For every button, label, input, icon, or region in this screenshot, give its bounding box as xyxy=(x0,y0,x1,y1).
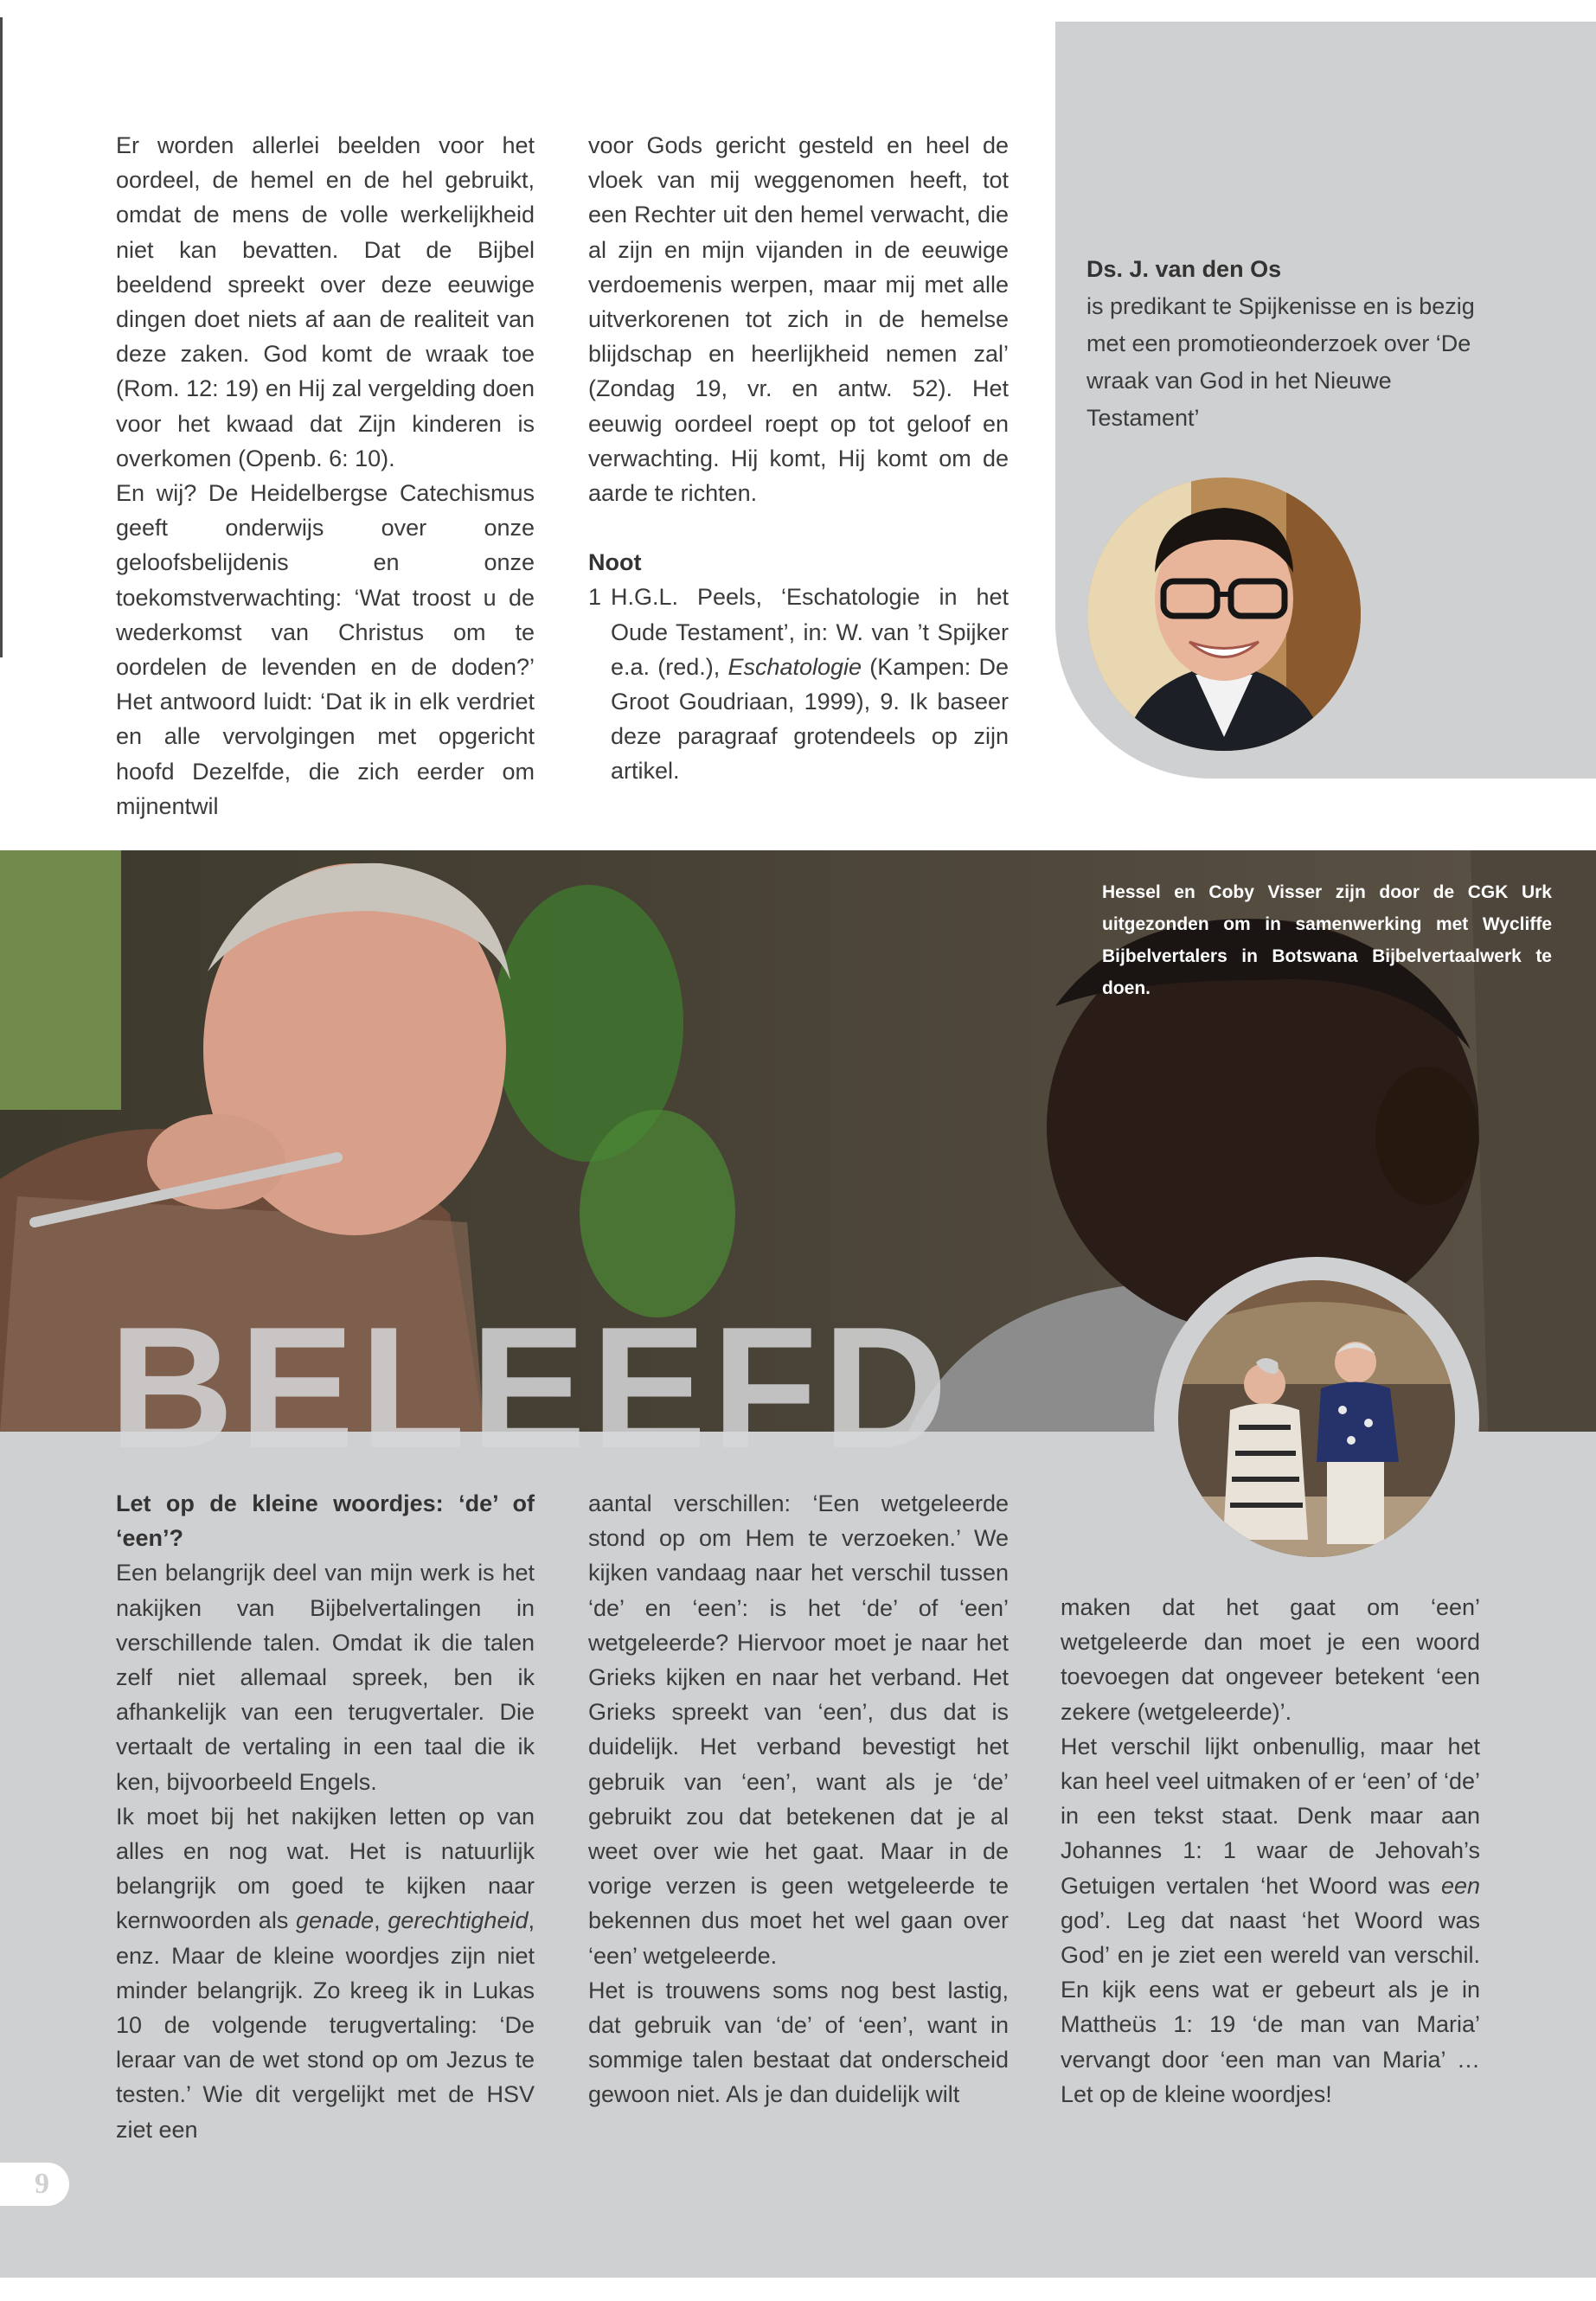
emphasis: een xyxy=(1440,1872,1480,1899)
paragraph: Een belangrijk deel van mijn werk is het nakijken van Bijbelvertalingen in verschillende talen. Omdat ik die talen zelf niet allemaal spreek, ben ik afhankelijk van een terugvertaler. Die vertaalt de vertaling in een taal die ik ken, bijvoorbeeld Engels. xyxy=(116,1560,535,1795)
paragraph: aantal verschillen: ‘Een wetgeleerde stond op om Hem te verzoeken.’ We kijken vandaag naar het verschil tussen ‘de’ en ‘een’: is het ‘de’ of ‘een’ wetgeleerde? Hiervoor moet je naar het Grieks kijken en naar het verband. Het Grieks spreekt van ‘een’, dus dat is duidelijk. Het verband bevestigt het gebruik van ‘een’, want als je ‘de’ gebruikt zou dat betekenen dat je al weet over wie het gaat. Maar in de vorige verzen is geen wetgeleerde te bekennen dus moet het wel gaan over ‘een’ wetgeleerde. xyxy=(588,1490,1009,1969)
paragraph: maken dat het gaat om ‘een’ wetgeleerde dan moet je een woord toevoegen dat ongeveer betekent ‘een zekere (wetgeleerde)’. xyxy=(1061,1594,1480,1725)
article-column-2 xyxy=(588,128,1009,789)
article-column-1 xyxy=(116,128,535,824)
paragraph: Het is trouwens soms nog best lastig, dat gebruik van ‘de’ of ‘een’, want in sommige talen bestaat dat onderscheid gewoon niet. Als je dan duidelijk wilt xyxy=(588,1977,1009,2108)
author-portrait-image xyxy=(1087,478,1361,751)
paragraph: voor Gods gericht gesteld en heel de vloek van mij weggenomen heeft, tot een Rechter uit den hemel verwacht, die al zijn en mijn vijanden in de eeuwige verdoemenis werpen, maar mij met alle uitverkorenen tot zich in de hemelse blijdschap en heerlijkheid nemen zal’ (Zondag 19, vr. en antw. 52). Het eeuwig oordeel roept op tot geloof en verwachting. Hij komt, Hij komt om de aarde te richten. xyxy=(588,132,1009,507)
paragraph xyxy=(1061,1729,1480,2112)
note-heading: Noot xyxy=(588,549,642,576)
text-run: Het verschil lijkt onbenullig, maar het kan heel veel uitmaken of er ‘een’ of ‘de’ in een tekst staat. Denk maar aan Johannes 1: 1 waar de Jehovah’s Getuigen vertalen ‘het Woord was xyxy=(1061,1733,1480,1899)
footnote-text: H.G.L. Peels, ‘Eschatologie in het Oude Testament’, in: W. van ’t Spijker e.a. (red.), xyxy=(611,584,1009,680)
text-run: , xyxy=(374,1907,388,1934)
text-run: , enz. Maar de kleine woordjes zijn niet minder belangrijk. Zo kreeg ik in Lukas 10 de volgende terugvertaling: ‘De leraar van de wet stond op om Jezus te testen.’ Wie dit vergelijkt met de HSV ziet een xyxy=(116,1907,535,2143)
footnote-book-title: Eschatologie xyxy=(727,653,862,680)
footnote-number: 1 xyxy=(588,584,602,611)
paragraph xyxy=(116,1799,535,2147)
emphasis: genade xyxy=(296,1907,375,1934)
text-run: god’. Leg dat naast ‘het Woord was God’ en je ziet een wereld van verschil. En kijk eens wat er gebeurt als je in Mattheüs 1: 19 ‘de man van Maria’ vervangt door ‘een man van Maria’ … Let op de kleine woordjes! xyxy=(1061,1907,1480,2107)
paragraph: En wij? De Heidelbergse Catechismus geeft onderwijs over onze geloofsbelijdenis en onze toekomstverwachting: ‘Wat troost u de wederkomst van Christus om te oordelen de levenden en de doden?’ Het antwoord luidt: ‘Dat ik in elk verdriet en alle vervolgingen met opgericht hoofd Dezelfde, die zich eerder om mijnentwil xyxy=(116,480,535,819)
author-description: is predikant te Spijkenisse en is bezig met een promotieonderzoek over ‘De wraak van God in het Nieuwe Testament’ xyxy=(1086,293,1475,431)
author-name: Ds. J. van den Os xyxy=(1086,256,1282,282)
article-column-1 xyxy=(116,1486,535,2147)
footnote xyxy=(588,580,1009,788)
text-run: Ik moet bij het nakijken letten op van alles en nog wat. Het is natuurlijk belangrijk om goed te kijken naar kernwoorden als xyxy=(116,1803,535,1934)
couple-photo xyxy=(1178,1280,1455,1557)
page-edge-mark xyxy=(0,17,3,657)
article-heading: Let op de kleine woordjes: ‘de’ of ‘een’? xyxy=(116,1490,535,1552)
author-bio xyxy=(1086,251,1484,437)
paragraph: Er worden allerlei beelden voor het oordeel, de hemel en de hel gebruikt, omdat de mens de volle werkelijkheid niet kan bevatten. Dat de Bijbel beeldend spreekt over deze eeuwige dingen doet niets af aan de realiteit van deze zaken. God komt de wraak toe (Rom. 12: 19) en Hij zal vergelding doen voor het kwaad dat Zijn kinderen is overkomen (Openb. 6: 10). xyxy=(116,132,535,471)
footnote-text-end: (Kampen: De Groot Goudriaan, 1999), 9. Ik baseer deze paragraaf grotendeels op zijn artikel. xyxy=(611,653,1010,785)
article-column-3 xyxy=(1061,1590,1480,2112)
couple-photo-image xyxy=(1178,1280,1455,1557)
page-number: 9 xyxy=(0,2163,69,2206)
emphasis: gerechtigheid xyxy=(388,1907,529,1934)
photo-caption: Hessel en Coby Visser zijn door de CGK Urk uitgezonden om in samenwerking met Wycliffe Bijbelvertalers in Botswana Bijbelvertaalwerk te doen. xyxy=(1102,882,1552,998)
section-title: BELEEFD xyxy=(109,1292,953,1484)
article-column-2 xyxy=(588,1486,1009,2112)
author-portrait xyxy=(1087,478,1361,751)
